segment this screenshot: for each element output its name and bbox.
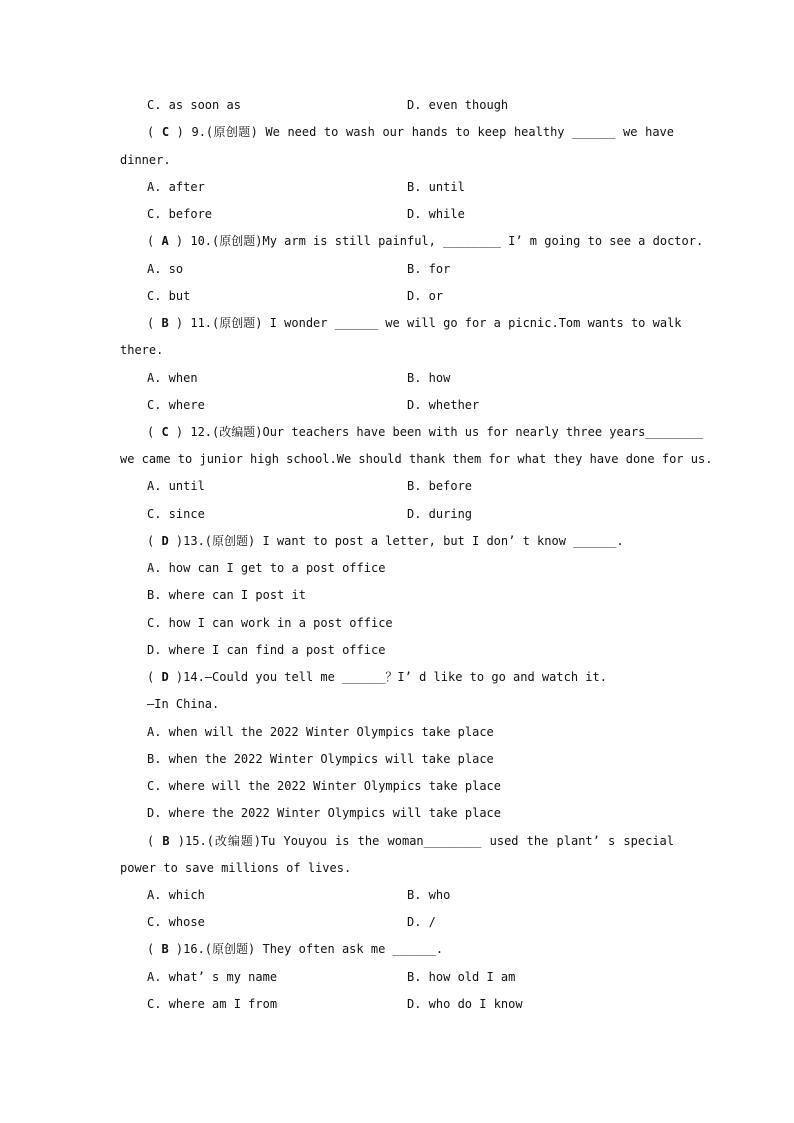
q8-option-d: D. even though <box>407 98 509 112</box>
q16-option-c: C. where am I from <box>147 997 278 1011</box>
q12-stem: ( C ) 12.(改编题)Our teachers have been with us for nearly three years________ <box>147 425 704 439</box>
q10-option-c: C. but <box>147 289 191 303</box>
q12-stem-continued: we came to junior high school.We should thank them for what they have done for us. <box>120 452 713 466</box>
q12-option-b: B. before <box>407 479 473 493</box>
q14-option-d: D. where the 2022 Winter Olympics will take place <box>147 806 502 820</box>
q9-stem-continued: dinner. <box>120 153 171 167</box>
q9-answer: C <box>161 125 170 139</box>
q9-stem: ( C ) 9.(原创题) We need to wash our hands to keep healthy ______ we have <box>147 125 674 139</box>
q11-stem-continued: there. <box>120 343 164 357</box>
q12-option-c: C. since <box>147 507 205 521</box>
q15-option-c: C. whose <box>147 915 205 929</box>
q14-stem: ( D )14.—Could you tell me ______？I’ d like to go and watch it. <box>147 670 607 684</box>
q13-option-c: C. how I can work in a post office <box>147 616 393 630</box>
q16-answer: B <box>161 942 169 956</box>
q15-option-a: A. which <box>147 888 205 902</box>
q9-option-a: A. after <box>147 180 205 194</box>
q11-option-a: A. when <box>147 371 198 385</box>
q11-answer: B <box>161 316 169 330</box>
q13-option-b: B. where can I post it <box>147 588 306 602</box>
q16-option-a: A. what’ s my name <box>147 970 278 984</box>
q15-answer: B <box>162 834 170 848</box>
q13-option-d: D. where I can find a post office <box>147 643 386 657</box>
q13-answer: D <box>161 534 169 548</box>
q12-answer: C <box>161 425 169 439</box>
q12-option-d: D. during <box>407 507 473 521</box>
q14-answer: D <box>161 670 169 684</box>
q16-option-d: D. who do I know <box>407 997 523 1011</box>
q14-reply: —In China. <box>147 697 220 711</box>
q14-option-c: C. where will the 2022 Winter Olympics take place <box>147 779 502 793</box>
q10-stem: ( A ) 10.(原创题)My arm is still painful, ________ I’ m going to see a doctor. <box>147 234 704 248</box>
q11-option-b: B. how <box>407 371 451 385</box>
q10-answer: A <box>161 234 169 248</box>
q11-option-c: C. where <box>147 398 205 412</box>
q13-stem: ( D )13.(原创题) I want to post a letter, but I don’ t know ______. <box>147 534 624 548</box>
q11-option-d: D. whether <box>407 398 480 412</box>
q15-option-d: D. / <box>407 915 436 929</box>
q11-stem: ( B ) 11.(原创题) I wonder ______ we will go for a picnic.Tom wants to walk <box>147 316 682 330</box>
q9-option-c: C. before <box>147 207 213 221</box>
q8-option-c: C. as soon as <box>147 98 241 112</box>
q10-option-a: A. so <box>147 262 184 276</box>
q15-stem: ( B )15.(改编题)Tu Youyou is the woman________ used the plant’ s special <box>147 834 675 848</box>
q13-option-a: A. how can I get to a post office <box>147 561 386 575</box>
q10-option-d: D. or <box>407 289 444 303</box>
q12-option-a: A. until <box>147 479 205 493</box>
q9-option-b: B. until <box>407 180 465 194</box>
q15-option-b: B. who <box>407 888 451 902</box>
q9-option-d: D. while <box>407 207 465 221</box>
q16-stem: ( B )16.(原创题) They often ask me ______. <box>147 942 444 956</box>
q16-option-b: B. how old I am <box>407 970 516 984</box>
q14-option-a: A. when will the 2022 Winter Olympics take place <box>147 725 494 739</box>
q14-option-b: B. when the 2022 Winter Olympics will take place <box>147 752 494 766</box>
q15-stem-continued: power to save millions of lives. <box>120 861 352 875</box>
q10-option-b: B. for <box>407 262 451 276</box>
